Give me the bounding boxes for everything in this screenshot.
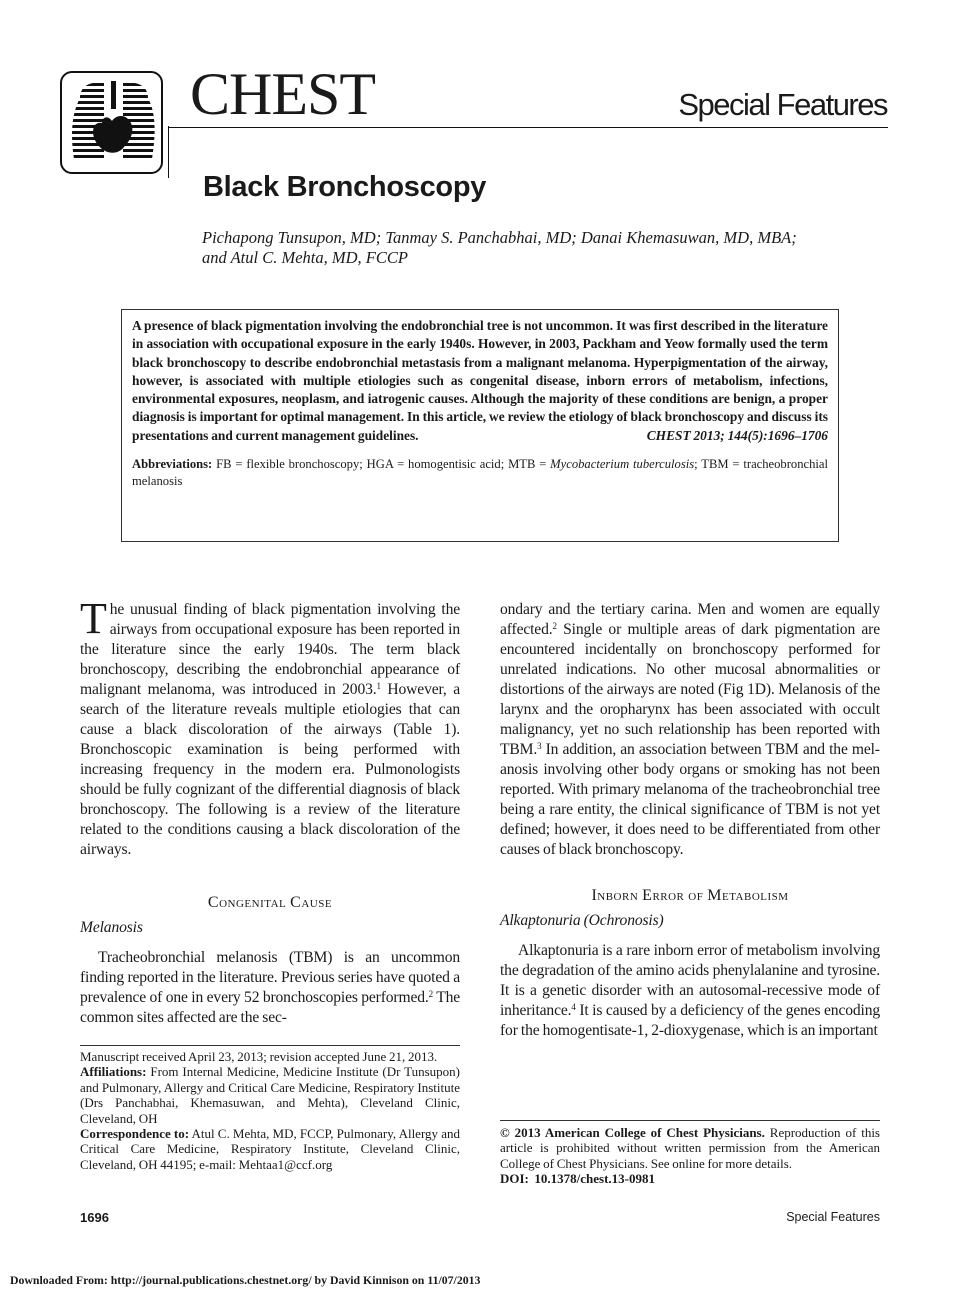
abstract-text: A presence of black pigmentation involving the endobronchial tree is not uncommon. It was first described in the literature in association with occupational exposure in the early 1940s. However, in 2003, Packham and Yeow formally used the term black bronchoscopy to describe endobronchial metastasis from a malignant melanoma. Hyperpigmentation of the airway, however, is associated with multiple etiologies such as congenital disease, inborn errors of metabolism, infections, environmental exposures, neoplasm, and iatrogenic causes. Although the majority of these conditions are benign, a proper diagnosis is important for optimal management. In this article, we review the etiology of black bronchoscopy and discuss its presentations and current management guidelines. [132, 318, 828, 443]
copyright-notice [500, 1125, 880, 1171]
author-list [202, 228, 862, 268]
author-line: Pichapong Tunsupon, MD; Tanmay S. Panchabhai, MD; Danai Khemasuwan, MD, MBA; [202, 228, 797, 247]
citation: CHEST 2013; 144(5):1696–1706 [646, 427, 828, 443]
reference-2: 2 [428, 989, 433, 999]
chest-lungs-heart-icon [62, 73, 165, 176]
paragraph-text: The common sites affected are the sec- [80, 989, 460, 1026]
manuscript-note: Manuscript received April 23, 2013; revision accepted June 21, 2013. [80, 1049, 438, 1064]
download-notice: Downloaded From: http://journal.publications.chestnet.org/ by David Kinnison on 11/07/2013 [10, 1273, 481, 1287]
affiliations-text: From Internal Medicine, Medicine Institute (Dr Tunsupon) and Pulmonary, Allergy and Critical Care Medicine, Respiratory Institute (Drs Panchabhai, Khemasuwan, and Mehta), Cleveland Clinic, Cleveland, OH [80, 1064, 460, 1126]
copyright-text: Reproduction of this article is prohibited without written permission from the American College of Chest Physicians. See online for more details. [500, 1125, 880, 1171]
header-rule-vertical [168, 126, 169, 178]
correspondence-label: Correspondence to: [80, 1126, 190, 1142]
journal-name: CHEST [190, 61, 376, 127]
copyright-rule [500, 1120, 880, 1121]
paragraph-text: Tracheobronchial melanosis (TBM) is an uncommon finding reported in the literature. Previous series have quoted a prevalence of one in every 52 bronchoscopies performed. [80, 949, 460, 1006]
right-column [500, 600, 880, 1041]
doi [500, 1171, 880, 1186]
reference-1: 1 [376, 681, 381, 691]
article-title: Black Bronchoscopy [203, 171, 487, 203]
affiliations-label: Affiliations: [80, 1064, 147, 1080]
correspondence-note [80, 1126, 460, 1172]
doi-label: DOI: [500, 1171, 529, 1187]
subsection-heading: Melanosis [80, 919, 143, 936]
abbreviations-italic: Mycobacterium tuberculosis [550, 457, 695, 472]
abbreviations [132, 456, 828, 489]
paragraph-text: Single or multiple areas of dark pigmentation are encountered incidentally on bronchoscopy performed for unrelated indications. No other mucosal abnormalities or distortions of the airways are noted (Fig 1D). Melanosis of the larynx and the oropharynx has been associated with occult malignancy, yet no such relationship has been reported with TBM. [500, 621, 880, 758]
reference-4: 4 [571, 1002, 576, 1012]
subsection-heading: Alkaptonuria (Ochronosis) [500, 912, 664, 929]
journal-logo [60, 71, 163, 174]
abstract-box [121, 309, 839, 542]
paragraph-text: However, a search of the literature reveals multiple etiologies that can cause a black discoloration of the airways (Table 1). Bronchoscopic examination is being performed with increasing frequency in the modern era. Pulmonologists should be fully cognizant of the differential diagnosis of black bronchoscopy. The following is a review of the literature related to the conditions causing a black discoloration of the airways. [80, 681, 460, 858]
paragraph-text: In addition, an association between TBM and the melanosis involving other body organs or smoking has not been reported. With primary melanoma of the tracheobronchial tree being a rare entity, the clinical significance of TBM is not yet defined; however, it does need to be differentiated from other causes of black bronchoscopy. [500, 741, 880, 858]
correspondence-text: Atul C. Mehta, MD, FCCP, Pulmonary, Allergy and Critical Care Medicine, Respiratory Institute, Cleveland Clinic, Cleveland, OH 44195; e-mail: Mehtaa1@ccf.org [80, 1126, 460, 1172]
abstract [132, 317, 828, 445]
left-column [80, 594, 460, 1028]
footnote-rule [80, 1045, 460, 1046]
paragraph-text: Alkaptonuria is a rare inborn error of metabolism involving the degradation of the amino acids phenylalanine and tyrosine. It is a genetic disorder with an autosomal-recessive mode of inheritance. [500, 942, 880, 1019]
doi-value: 10.1378/chest.13-0981 [534, 1171, 655, 1187]
copyright-holder: © 2013 American College of Chest Physicians. [500, 1125, 765, 1140]
footnotes [80, 1049, 460, 1172]
reference-3: 3 [537, 741, 542, 751]
reference-2: 2 [552, 621, 557, 631]
abbreviations-text: ; TBM = tracheobronchial melanosis [132, 457, 828, 488]
section-heading: Inborn Error of Metabolism [591, 887, 789, 904]
paragraph [80, 948, 460, 1028]
paragraph-text: ondary and the tertiary carina. Men and women are equally affected. [500, 601, 880, 638]
author-line: and Atul C. Mehta, MD, FCCP [202, 248, 408, 267]
abbreviations-text: FB = flexible bronchoscopy; HGA = homogentisic acid; MTB = [212, 457, 551, 472]
paragraph-text: he unusual finding of black pigmentation involving the airways from occupational exposure has been reported in the literature since the early 1940s. The term black bronchoscopy, describing the endobronchial appearance of malignant melanoma, was introduced in 2003. [80, 601, 460, 698]
affiliations-note [80, 1064, 460, 1126]
paragraph [500, 600, 880, 860]
section-heading: Congenital Cause [207, 894, 333, 911]
intro-paragraph [80, 594, 460, 860]
drop-cap: T [80, 594, 107, 643]
abbreviations-label: Abbreviations: [132, 457, 213, 472]
copyright-block [500, 1125, 880, 1187]
section-label: Special Features [678, 87, 887, 122]
page-number: 1696 [80, 1210, 109, 1225]
paragraph-text: It is caused by a deficiency of the genes encoding for the homogentisate-1, 2-dioxygenase, which is an important [500, 1002, 880, 1039]
footer-section-label: Special Features [786, 1210, 880, 1224]
header-rule [168, 127, 888, 128]
paragraph [500, 941, 880, 1041]
